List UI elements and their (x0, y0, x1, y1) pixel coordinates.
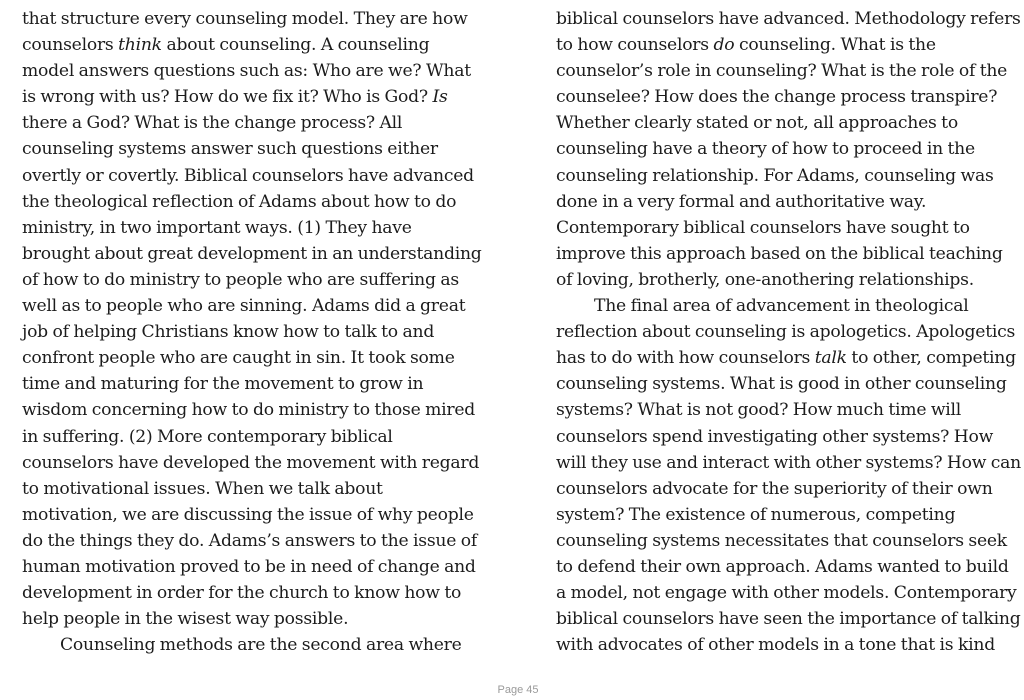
text-line: model answers questions such as: Who are we? What (22, 61, 471, 82)
text-line: counselors advocate for the superiority of their own (556, 478, 993, 499)
text-line: biblical counselors have seen the importance of talking (556, 609, 1021, 630)
text-line: to defend their own approach. Adams wanted to build (556, 556, 1009, 577)
text-line: with advocates of other models in a tone that is kind (556, 635, 995, 656)
text-line: of how to do ministry to people who are suffering as (22, 269, 459, 290)
text-line: Whether clearly stated or not, all approaches to (556, 113, 958, 134)
text-line: counselee? How does the change process transpire? (556, 87, 998, 108)
text-run: is wrong with us? How do we fix it? Who is God? (22, 87, 433, 108)
text-line: counselors have developed the movement with regard (22, 452, 480, 473)
text-line: counseling have a theory of how to proceed in the (556, 139, 975, 160)
text-line (22, 32, 484, 58)
text-line: counseling systems necessitates that counselors seek (556, 530, 1007, 551)
text-line: reflection about counseling is apologetics. Apologetics (556, 322, 1016, 343)
text-line: time and maturing for the movement to grow in (22, 374, 424, 395)
emphasis-run: Is (432, 87, 448, 108)
text-line: well as to people who are sinning. Adams did a great (22, 296, 466, 317)
text-run: counseling. What is the (734, 35, 936, 56)
text-line: will they use and interact with other systems? How can (556, 452, 1022, 473)
text-line: counselors spend investigating other systems? How (556, 426, 994, 447)
text-line: wisdom concerning how to do ministry to those mired (22, 400, 476, 421)
text-run: has to do with how counselors (556, 348, 815, 369)
text-line: in suffering. (2) More contemporary biblical (22, 426, 393, 447)
text-line: there a God? What is the change process? All (22, 113, 403, 134)
text-run: about counseling. A counseling (161, 35, 430, 56)
text-line (556, 345, 1014, 371)
text-run: counselors (22, 35, 119, 56)
text-line: The final area of advancement in theological (594, 296, 969, 317)
text-line: counseling relationship. For Adams, counseling was (556, 165, 994, 186)
page-number: Page 45 (497, 684, 539, 696)
text-line: of loving, brotherly, one-anothering relationships. (556, 269, 974, 290)
right-column (556, 6, 1022, 658)
text-line: the theological reflection of Adams about how to do (22, 191, 457, 212)
text-line: biblical counselors have advanced. Methodology refers (556, 9, 1021, 29)
emphasis-run: think (118, 35, 162, 56)
text-line: a model, not engage with other models. Contemporary (556, 583, 1017, 604)
text-line (556, 32, 1014, 58)
text-line: help people in the wisest way possible. (22, 609, 349, 630)
text-run: to other, competing (846, 348, 1016, 369)
text-line: counseling systems. What is good in other counseling (556, 374, 1007, 395)
text-line: confront people who are caught in sin. It took some (22, 348, 455, 369)
text-line: ministry, in two important ways. (1) They have (22, 217, 412, 238)
text-line: system? The existence of numerous, competing (556, 504, 956, 525)
text-run: to how counselors (556, 35, 714, 56)
text-line: counseling systems answer such questions either (22, 139, 438, 160)
text-line: development in order for the church to know how to (22, 583, 462, 604)
text-line: Counseling methods are the second area where (60, 635, 462, 656)
text-line: that structure every counseling model. They are how (22, 9, 468, 29)
text-line: done in a very formal and authoritative way. (556, 191, 927, 212)
text-line: improve this approach based on the biblical teaching (556, 243, 1003, 264)
text-line: counselor’s role in counseling? What is the role of the (556, 61, 1008, 82)
text-line: do the things they do. Adams’s answers to the issue of (22, 530, 477, 551)
text-line: to motivational issues. When we talk about (22, 478, 383, 499)
text-line: human motivation proved to be in need of change and (22, 556, 476, 577)
emphasis-run: do (713, 35, 735, 56)
text-line: Contemporary biblical counselors have sought to (556, 217, 970, 238)
text-line: overtly or covertly. Biblical counselors have advanced (22, 165, 474, 186)
text-line (22, 84, 484, 110)
text-line: job of helping Christians know how to talk to and (22, 322, 435, 343)
text-line: systems? What is not good? How much time will (556, 400, 962, 421)
text-line: motivation, we are discussing the issue of why people (22, 504, 474, 525)
emphasis-run: talk (814, 348, 847, 369)
text-line: brought about great development in an understanding (22, 243, 482, 264)
left-column (22, 6, 484, 658)
